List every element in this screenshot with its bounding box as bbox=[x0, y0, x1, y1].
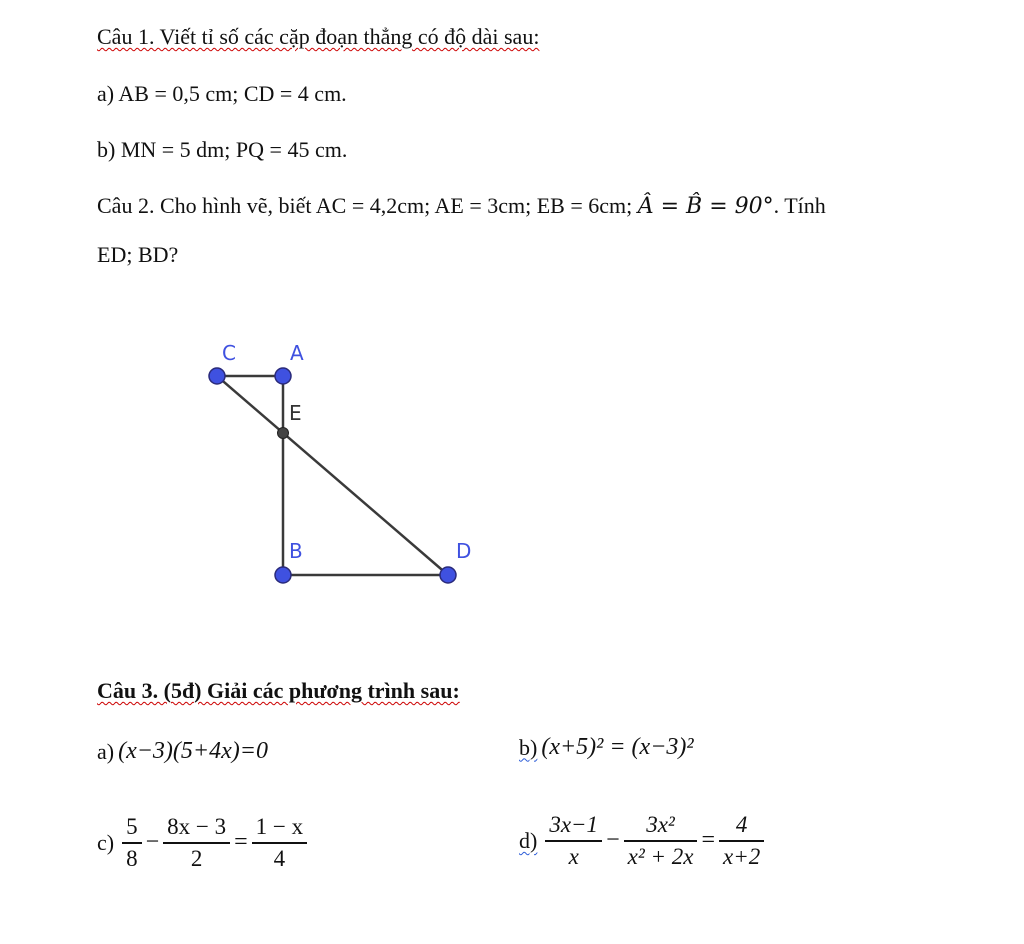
question-2-text bbox=[97, 193, 826, 219]
equation-b-prefix: b) bbox=[519, 734, 538, 760]
segment-cd bbox=[217, 376, 448, 575]
fraction-denominator: 8 bbox=[126, 845, 138, 871]
question-1-title bbox=[97, 24, 539, 50]
fraction-denominator: 4 bbox=[273, 845, 286, 871]
equation-d-operator-2: = bbox=[701, 827, 715, 854]
fraction-denominator: x+2 bbox=[723, 843, 761, 869]
equation-d-fraction-2 bbox=[624, 810, 698, 872]
label-a: A bbox=[290, 341, 304, 365]
equation-a-prefix: a) bbox=[97, 738, 115, 764]
fraction-numerator: 3x² bbox=[646, 812, 675, 837]
point-d bbox=[440, 567, 456, 583]
label-c: C bbox=[222, 341, 236, 365]
point-e bbox=[278, 428, 289, 439]
question-2-given: Câu 2. Cho hình vẽ, biết AC = 4,2cm; AE = 3cm; EB = 6cm; bbox=[97, 193, 633, 218]
equation-c-operator-1: − bbox=[145, 829, 160, 856]
question-3-title bbox=[97, 678, 460, 704]
fraction-denominator: x² + 2x bbox=[627, 843, 694, 869]
point-a bbox=[275, 368, 291, 384]
fraction-numerator: 5 bbox=[126, 814, 138, 839]
question-2-line-2: ED; BD? bbox=[97, 242, 179, 267]
question-1-part-a: a) AB = 0,5 cm; CD = 4 cm. bbox=[97, 81, 347, 106]
question-2-angles: Â = B̂ = 90° bbox=[637, 194, 774, 219]
equation-d-operator-1: − bbox=[606, 827, 620, 854]
figure-lines bbox=[217, 376, 448, 575]
equation-c-fraction-3 bbox=[252, 812, 307, 874]
equation-d-fraction-3 bbox=[719, 810, 764, 872]
label-e: E bbox=[289, 401, 302, 425]
point-b bbox=[275, 567, 291, 583]
equation-c-fraction-2 bbox=[163, 812, 230, 874]
equation-d bbox=[519, 810, 768, 872]
equation-d-fraction-1 bbox=[545, 810, 602, 872]
question-2-task: . Tính bbox=[773, 193, 826, 218]
equation-c-prefix: c) bbox=[97, 829, 115, 855]
equation-c-fraction-1 bbox=[122, 812, 142, 874]
fraction-numerator: 3x−1 bbox=[549, 812, 599, 837]
point-c bbox=[209, 368, 225, 384]
question-3-title-text: Câu 3. (5đ) Giải các phương trình sau: bbox=[97, 678, 460, 703]
fraction-numerator: 1 − x bbox=[255, 814, 304, 839]
equation-a-expr: (x−3)(5+4x)=0 bbox=[118, 738, 268, 764]
equation-c bbox=[97, 812, 311, 874]
fraction-numerator: 8x − 3 bbox=[167, 814, 227, 839]
equation-d-prefix: d) bbox=[519, 827, 538, 853]
question-1-title-text: Câu 1. Viết tỉ số các cặp đoạn thẳng có độ dài sau: bbox=[97, 24, 540, 49]
question-1-part-b: b) MN = 5 dm; PQ = 45 cm. bbox=[97, 137, 348, 162]
equation-a bbox=[97, 738, 268, 765]
fraction-numerator: 4 bbox=[735, 812, 748, 837]
equation-b bbox=[519, 734, 694, 761]
label-b: B bbox=[289, 539, 303, 563]
equation-c-operator-2: = bbox=[234, 829, 248, 856]
fraction-denominator: 2 bbox=[190, 845, 203, 871]
equation-b-expr: (x+5)² = (x−3)² bbox=[541, 734, 694, 760]
label-d: D bbox=[456, 539, 472, 563]
fraction-denominator: x bbox=[568, 843, 579, 869]
triangle-figure bbox=[190, 330, 490, 610]
